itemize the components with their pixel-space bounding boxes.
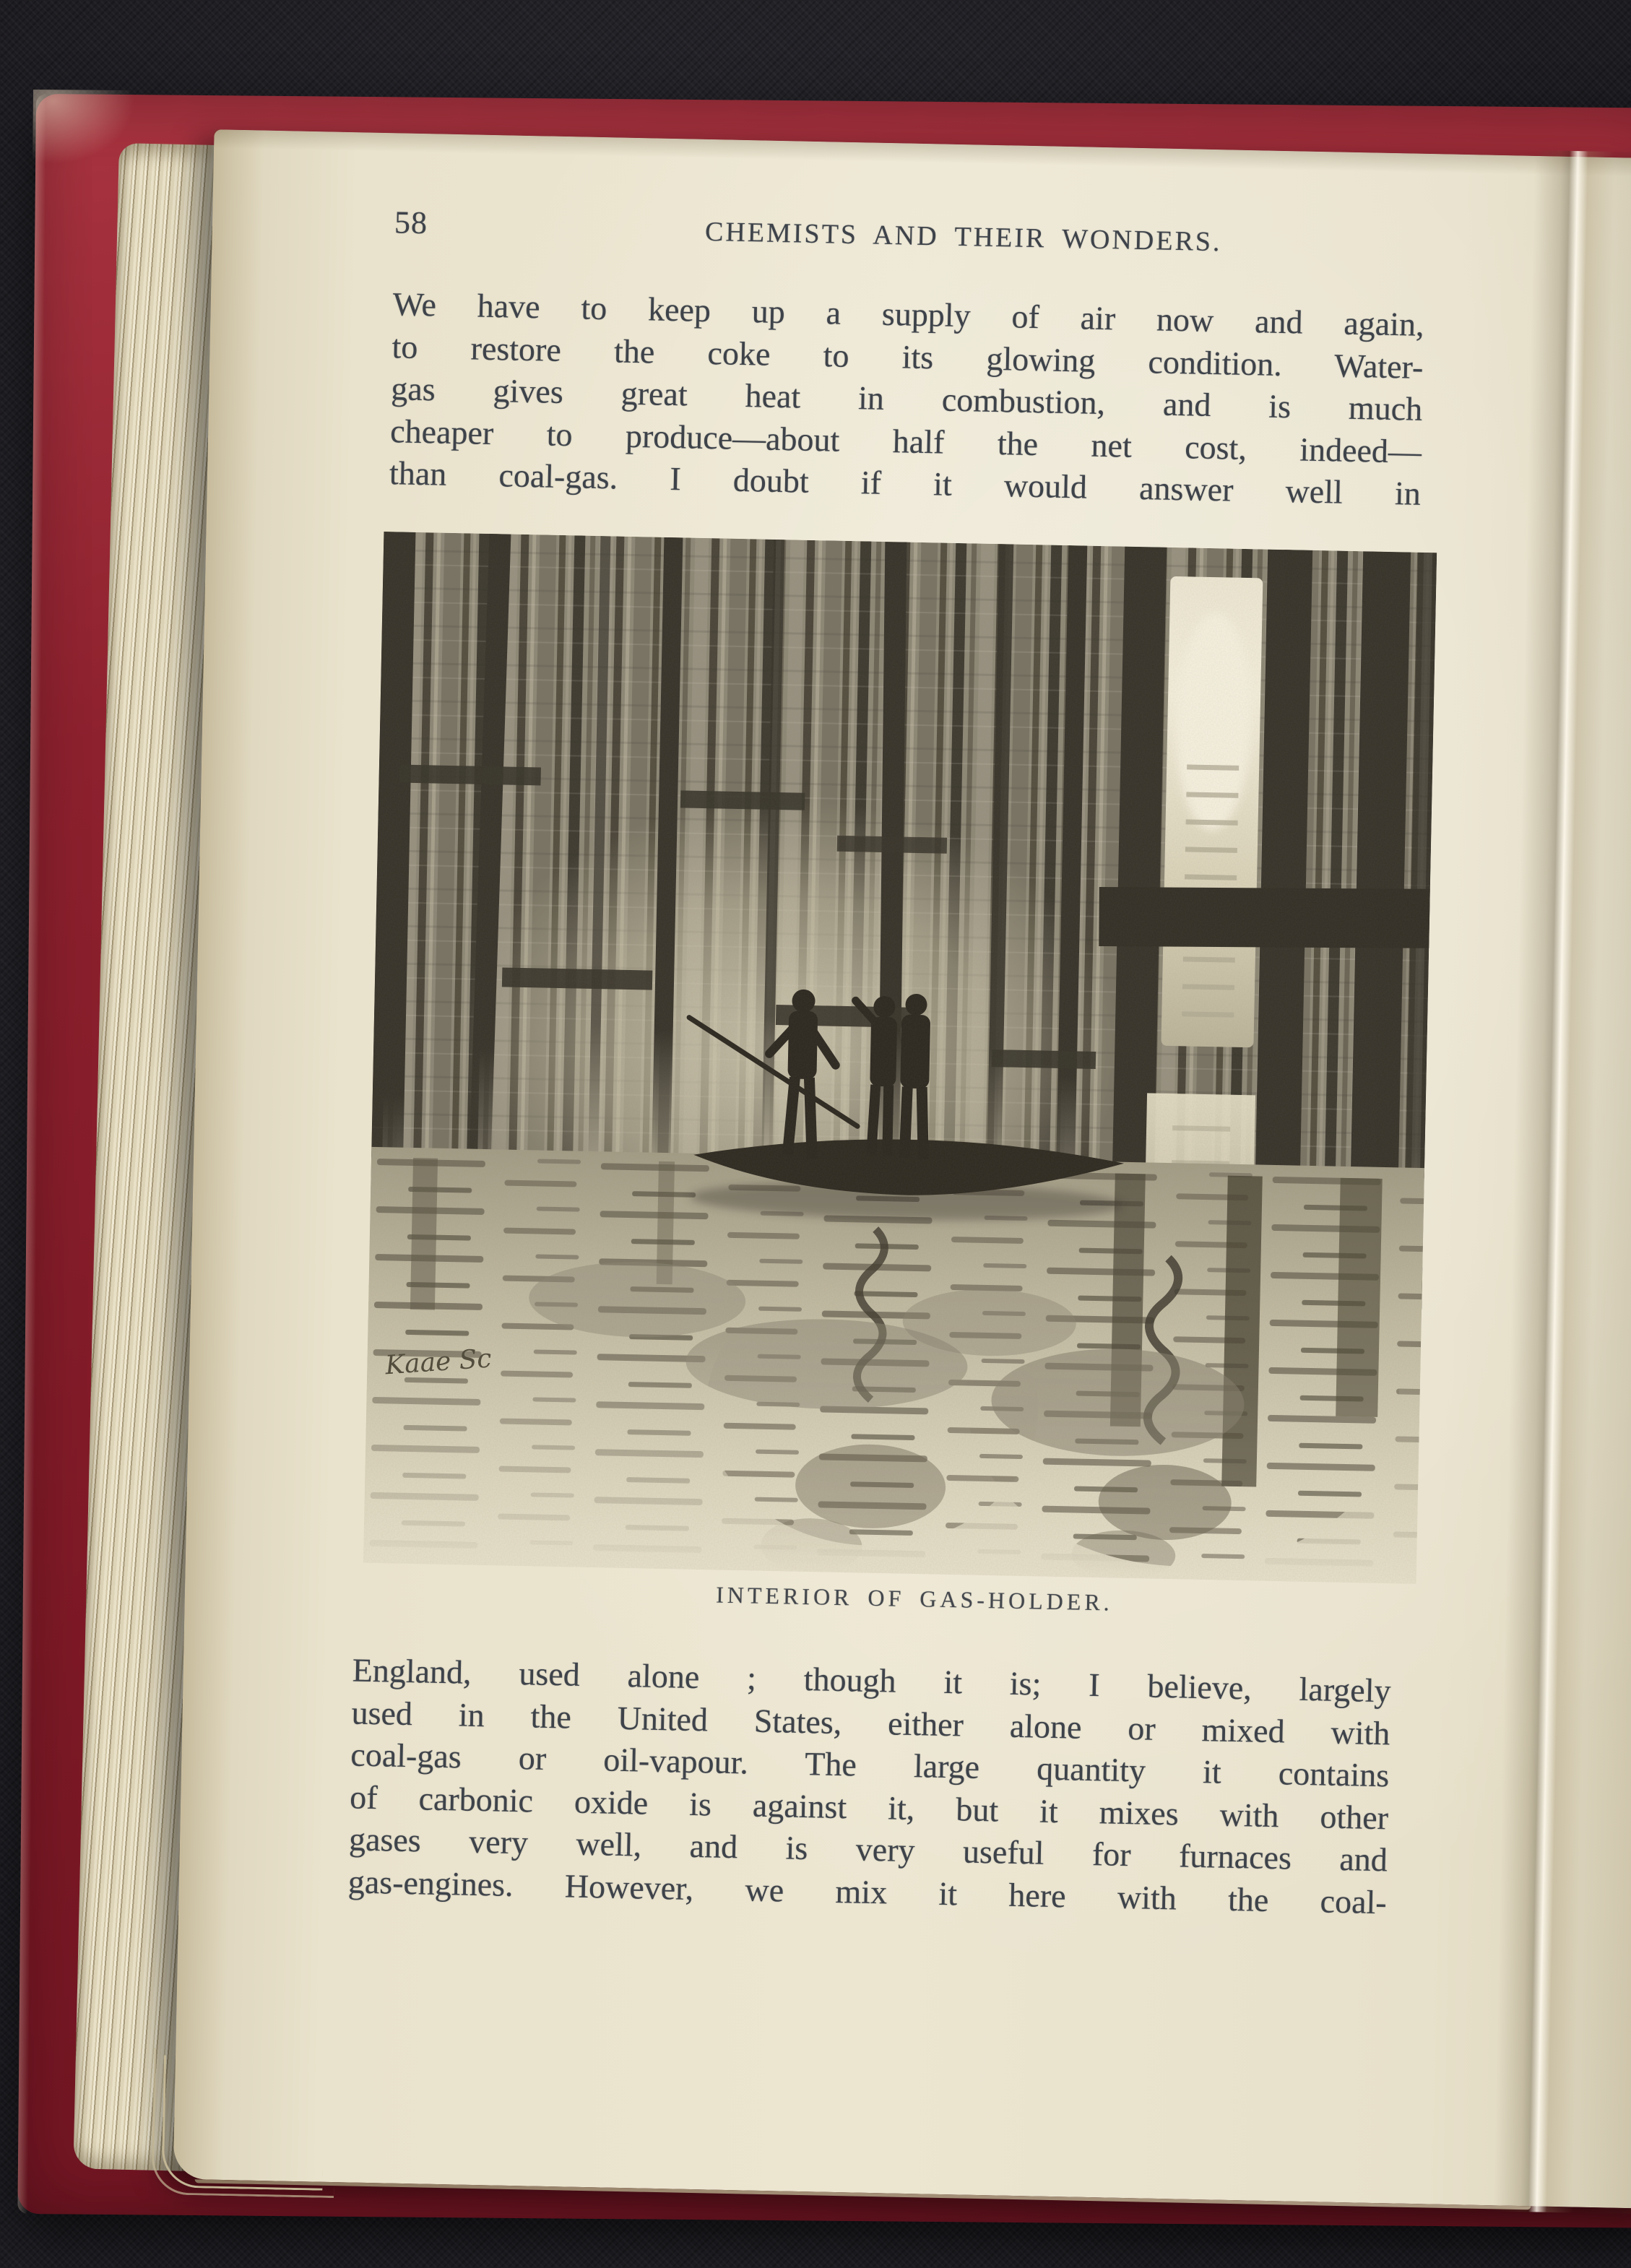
illustration-caption: INTERIOR OF GAS-HOLDER. — [715, 1581, 1114, 1616]
text-line: gas gives great heat in combustion, and is much — [390, 370, 1423, 428]
engraving-image — [363, 532, 1437, 1584]
page-gutter-crease — [1493, 150, 1631, 2215]
running-header: CHEMISTS AND THEIR WONDERS. — [704, 216, 1222, 258]
stacked-sheet-corner — [151, 2048, 337, 2198]
text-line: used in the United States, either alone or mixed with — [351, 1693, 1390, 1752]
book-page — [173, 129, 1631, 2209]
text-line: of carbonic oxide is against it, but it mixes with other — [349, 1778, 1389, 1836]
text-line: than coal-gas. I doubt if it would answer well in — [389, 454, 1422, 512]
text-line: gas-engines. However, we mix it here with the coal- — [347, 1862, 1388, 1921]
text-line: gases very well, and is very useful for furnaces and — [348, 1820, 1388, 1879]
text-line: We have to keep up a supply of air now and again, — [392, 285, 1425, 343]
engraver-signature: Kaae Sc — [384, 1343, 493, 1381]
paragraph-top — [389, 283, 1425, 515]
text-line: cheaper to produce—about half the net cost, indeed— — [389, 412, 1422, 470]
paragraph-bottom — [347, 1649, 1391, 1923]
engraving-grain-overlay — [363, 532, 1437, 1584]
text-line: coal-gas or oil-vapour. The large quantity it contains — [350, 1736, 1390, 1794]
page-number: 58 — [394, 204, 428, 241]
gas-holder-illustration — [363, 532, 1437, 1584]
text-line: to restore the coke to its glowing condition. Water- — [391, 327, 1424, 386]
text-line: England, used alone ; though it is; I believe, largely — [352, 1651, 1392, 1710]
